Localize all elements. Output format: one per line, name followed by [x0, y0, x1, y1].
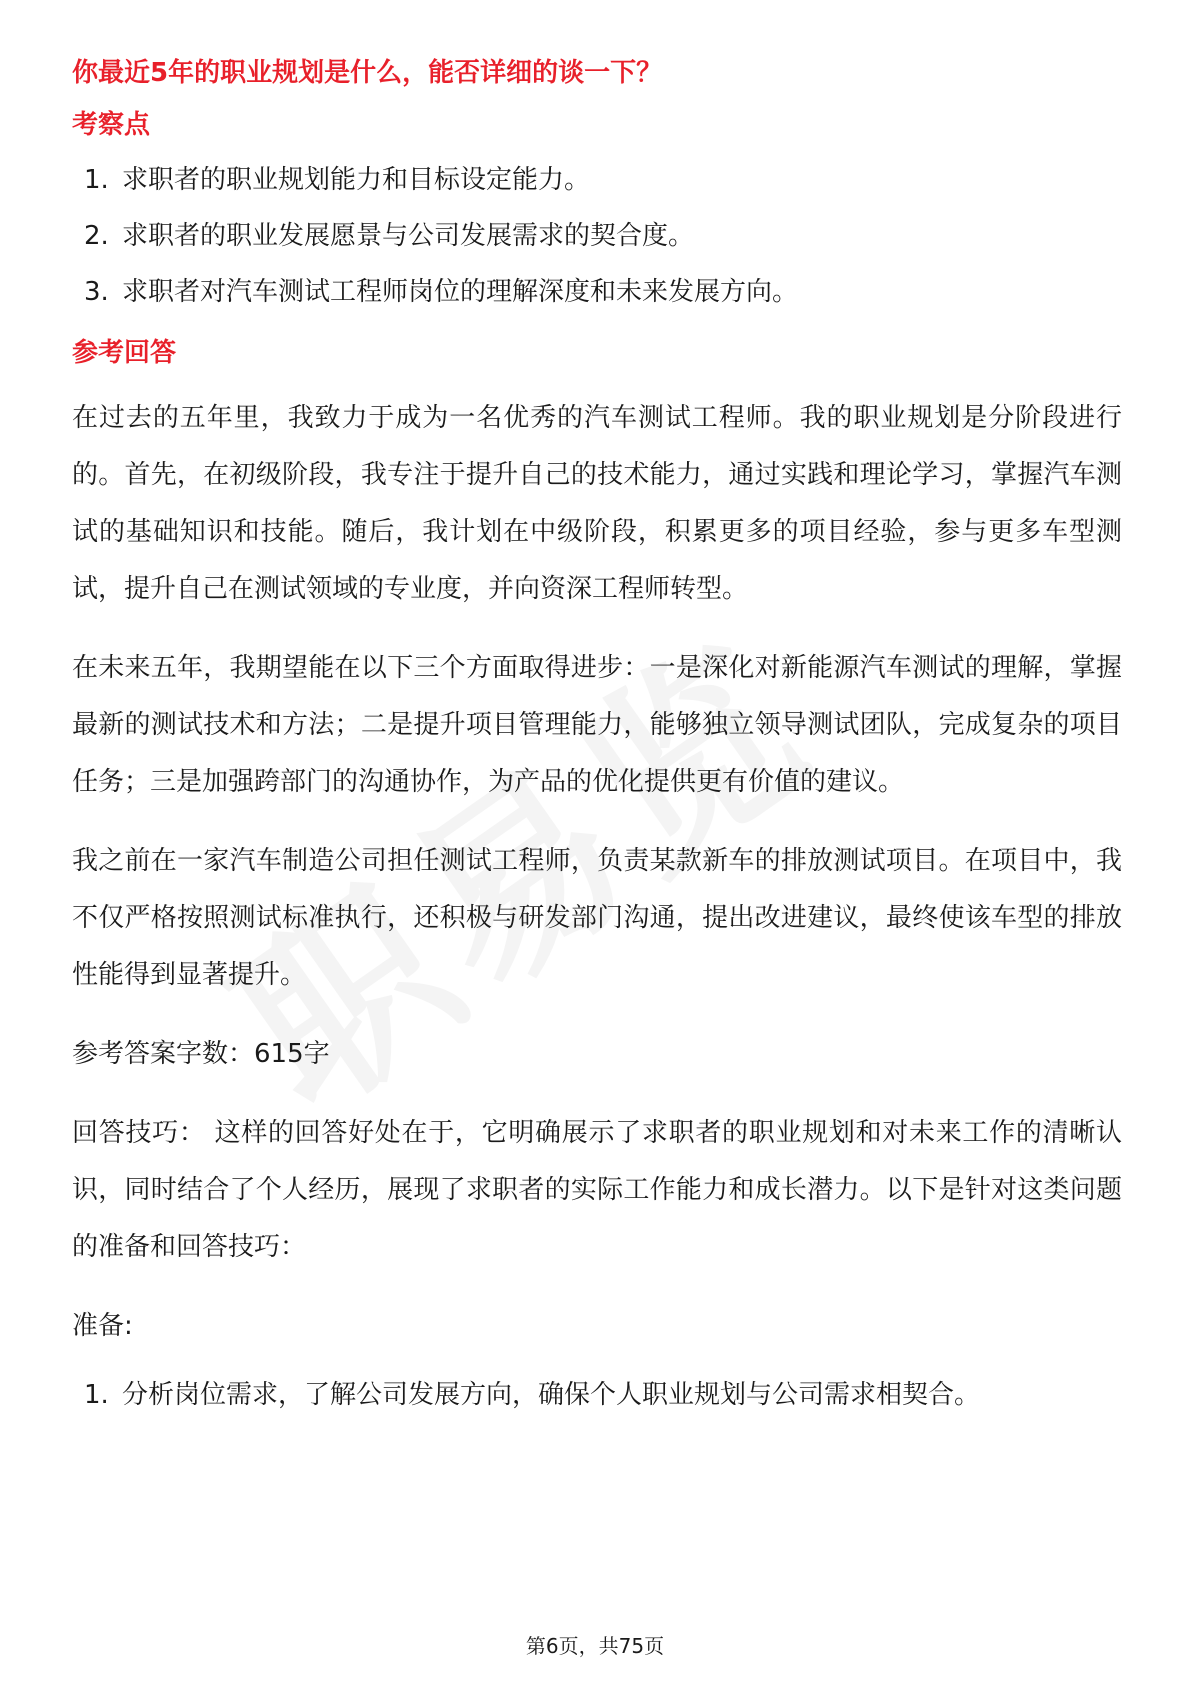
answer-paragraph: 在未来五年，我期望能在以下三个方面取得进步：一是深化对新能源汽车测试的理解，掌握最新的测试技术和方法；二是提升项目管理能力，能够独立领导测试团队，完成复杂的项目任务；三是加强跨部门的沟通协作，为产品的优化提供更有价值的建议。 [72, 653, 1122, 797]
points-list [72, 162, 1122, 310]
points-section-title: 考察点 [72, 110, 151, 140]
list-item-text: 求职者的职业规划能力和目标设定能力。 [122, 165, 591, 195]
answer-paragraph: 我之前在一家汽车制造公司担任测试工程师，负责某款新车的排放测试项目。在项目中，我不仅严格按照测试标准执行，还积极与研发部门沟通，提出改进建议，最终使该车型的排放性能得到显著提升。 [72, 846, 1122, 990]
list-item-text: 求职者的职业发展愿景与公司发展需求的契合度。 [122, 221, 695, 251]
list-item-number: 1. [84, 165, 109, 195]
prep-list [72, 1377, 1122, 1413]
list-item [84, 1377, 1122, 1413]
list-item-number: 2. [84, 221, 109, 251]
document-page [72, 56, 1122, 1439]
list-item-number: 1. [84, 1380, 109, 1410]
prep-label: 准备: [72, 1311, 133, 1341]
list-item [84, 162, 1122, 198]
answer-paragraph: 在过去的五年里，我致力于成为一名优秀的汽车测试工程师。我的职业规划是分阶段进行的。首先，在初级阶段，我专注于提升自己的技术能力，通过实践和理论学习，掌握汽车测试的基础知识和技能。随后，我计划在中级阶段，积累更多的项目经验，参与更多车型测试，提升自己在测试领域的专业度，并向资深工程师转型。 [72, 403, 1122, 604]
tips-paragraph: 回答技巧： 这样的回答好处在于，它明确展示了求职者的职业规划和对未来工作的清晰认识，同时结合了个人经历，展现了求职者的实际工作能力和成长潜力。以下是针对这类问题的准备和回答技巧： [72, 1118, 1122, 1262]
list-item [84, 274, 1122, 310]
answer-section-title: 参考回答 [72, 338, 177, 368]
list-item-text: 分析岗位需求，了解公司发展方向，确保个人职业规划与公司需求相契合。 [122, 1380, 981, 1410]
word-count: 参考答案字数：615字 [72, 1039, 330, 1069]
list-item-number: 3. [84, 277, 109, 307]
question-heading: 你最近5年的职业规划是什么，能否详细的谈一下？ [72, 58, 663, 88]
page-number: 第6页，共75页 [525, 1634, 665, 1658]
list-item [84, 218, 1122, 254]
list-item-text: 求职者对汽车测试工程师岗位的理解深度和未来发展方向。 [122, 277, 799, 307]
